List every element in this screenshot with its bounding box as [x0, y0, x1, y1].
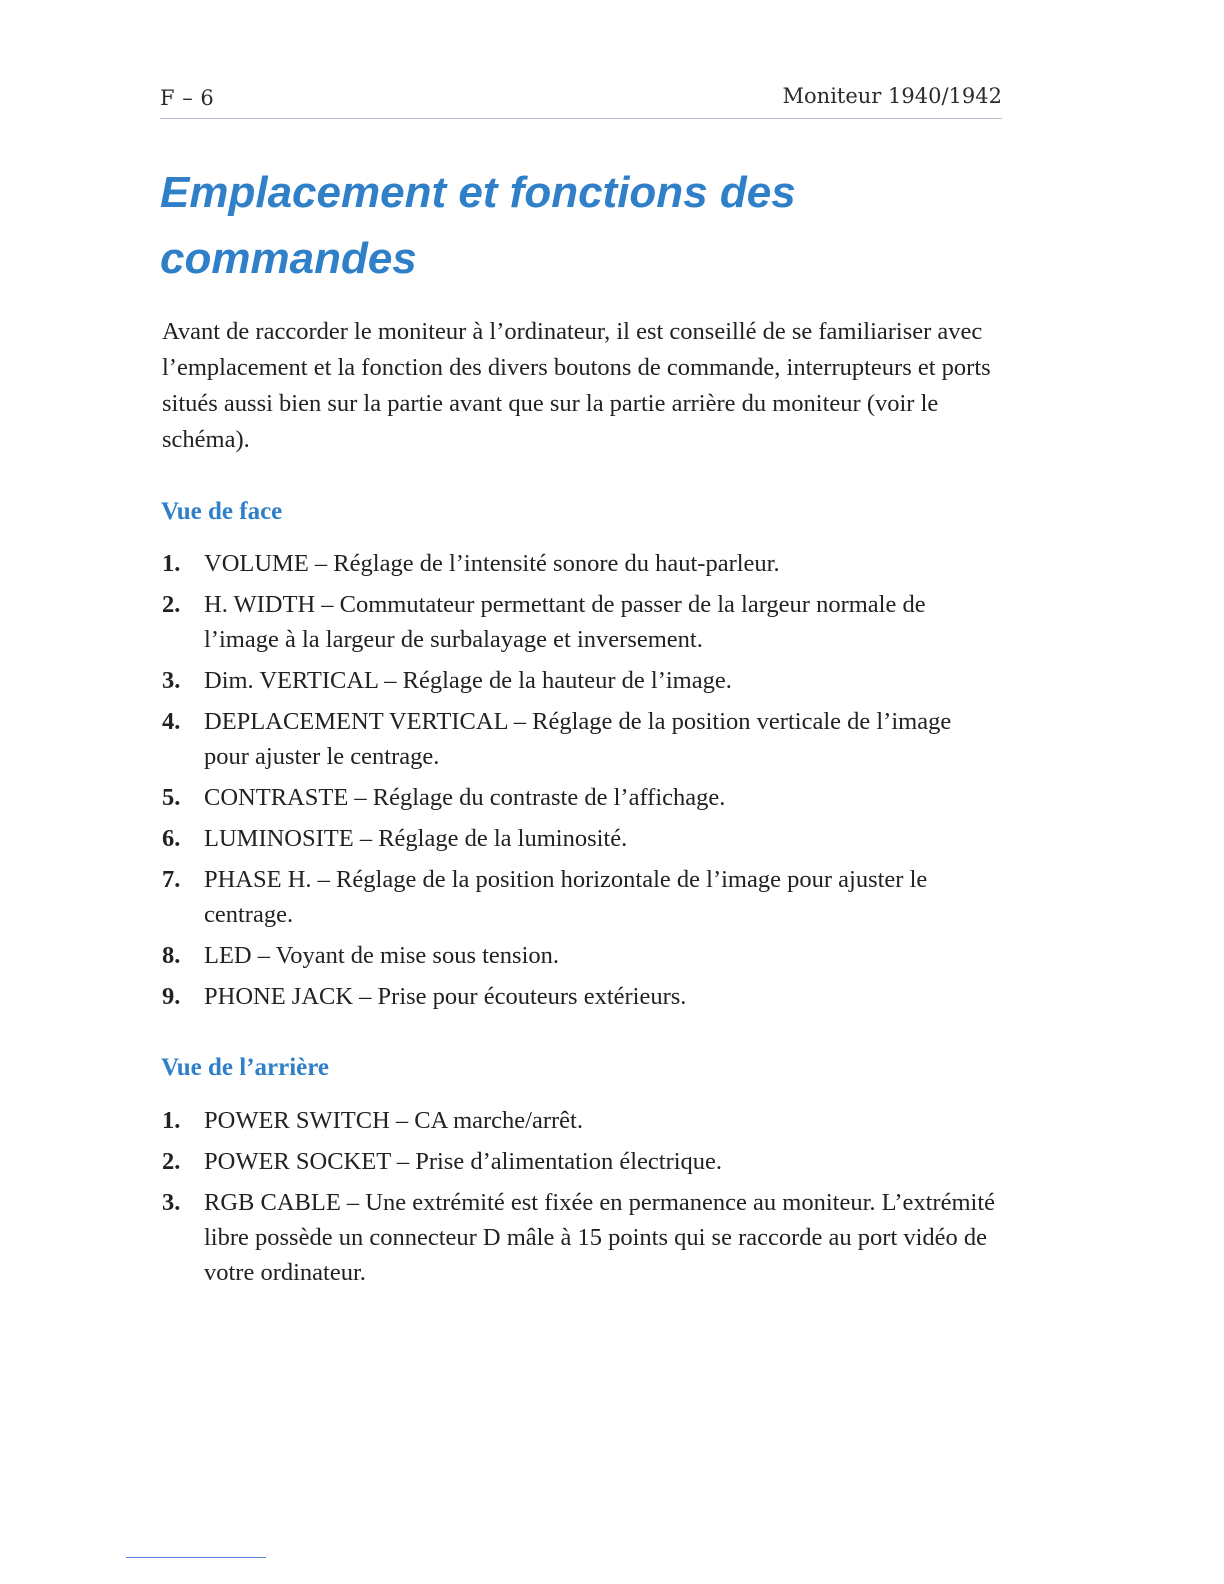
running-title: Moniteur 1940/1942: [782, 84, 1002, 108]
list-item: [162, 1103, 1002, 1138]
list-item: [162, 780, 1002, 815]
list-item: [162, 862, 1002, 932]
intro-paragraph: Avant de raccorder le moniteur à l’ordinateur, il est conseillé de se familiariser avec l’emplacement et la fonction des divers boutons de commande, interrupteurs et ports situés aussi bien sur la partie avant que sur la partie arrière du moniteur (voir le schéma).: [162, 318, 991, 453]
item-text: H. WIDTH – Commutateur permettant de passer de la largeur normale de l’image à la largeur de surbalayage et inversement.: [204, 591, 926, 653]
list-item: [162, 979, 1002, 1014]
item-text: VOLUME – Réglage de l’intensité sonore du haut-parleur.: [204, 550, 780, 577]
front-view-list: [162, 546, 1002, 1020]
list-item: [162, 821, 1002, 856]
list-item: [162, 663, 1002, 698]
footer-divider: [126, 1557, 266, 1558]
list-item: [162, 1144, 1002, 1179]
item-text: PHASE H. – Réglage de la position horizontale de l’image pour ajuster le centrage.: [204, 866, 928, 928]
list-item: [162, 546, 1002, 581]
rear-view-heading: Vue de l’arrière: [161, 1054, 330, 1081]
item-text: RGB CABLE – Une extrémité est fixée en permanence au moniteur. L’extrémité libre possède un connecteur D mâle à 15 points qui se raccorde au port vidéo de votre ordinateur.: [204, 1189, 996, 1286]
item-number: 8.: [162, 942, 181, 969]
item-text: PHONE JACK – Prise pour écouteurs extérieurs.: [204, 983, 687, 1010]
item-number: 7.: [162, 866, 181, 893]
item-number: 9.: [162, 983, 181, 1010]
list-item: [162, 704, 1002, 774]
item-text: CONTRASTE – Réglage du contraste de l’affichage.: [204, 784, 726, 811]
page-header: [160, 84, 1002, 119]
item-number: 3.: [162, 1189, 181, 1216]
item-text: LED – Voyant de mise sous tension.: [204, 942, 560, 969]
item-number: 4.: [162, 708, 181, 735]
item-text: LUMINOSITE – Réglage de la luminosité.: [204, 825, 628, 852]
page-number: F – 6: [160, 86, 215, 110]
item-number: 1.: [162, 1107, 181, 1134]
item-text: POWER SWITCH – CA marche/arrêt.: [204, 1107, 583, 1134]
item-text: DEPLACEMENT VERTICAL – Réglage de la position verticale de l’image pour ajuster le centrage.: [204, 708, 952, 770]
item-number: 2.: [162, 1148, 181, 1175]
item-number: 1.: [162, 550, 181, 577]
item-number: 2.: [162, 591, 181, 618]
list-item: [162, 1185, 1002, 1290]
item-number: 3.: [162, 667, 181, 694]
rear-view-list: [162, 1103, 1002, 1296]
list-item: [162, 587, 1002, 657]
page-title: Emplacement et fonctions des commandes: [160, 168, 796, 283]
list-item: [162, 938, 1002, 973]
item-number: 6.: [162, 825, 181, 852]
front-view-heading: Vue de face: [161, 498, 283, 525]
item-text: POWER SOCKET – Prise d’alimentation électrique.: [204, 1148, 723, 1175]
item-text: Dim. VERTICAL – Réglage de la hauteur de l’image.: [204, 667, 732, 694]
item-number: 5.: [162, 784, 181, 811]
